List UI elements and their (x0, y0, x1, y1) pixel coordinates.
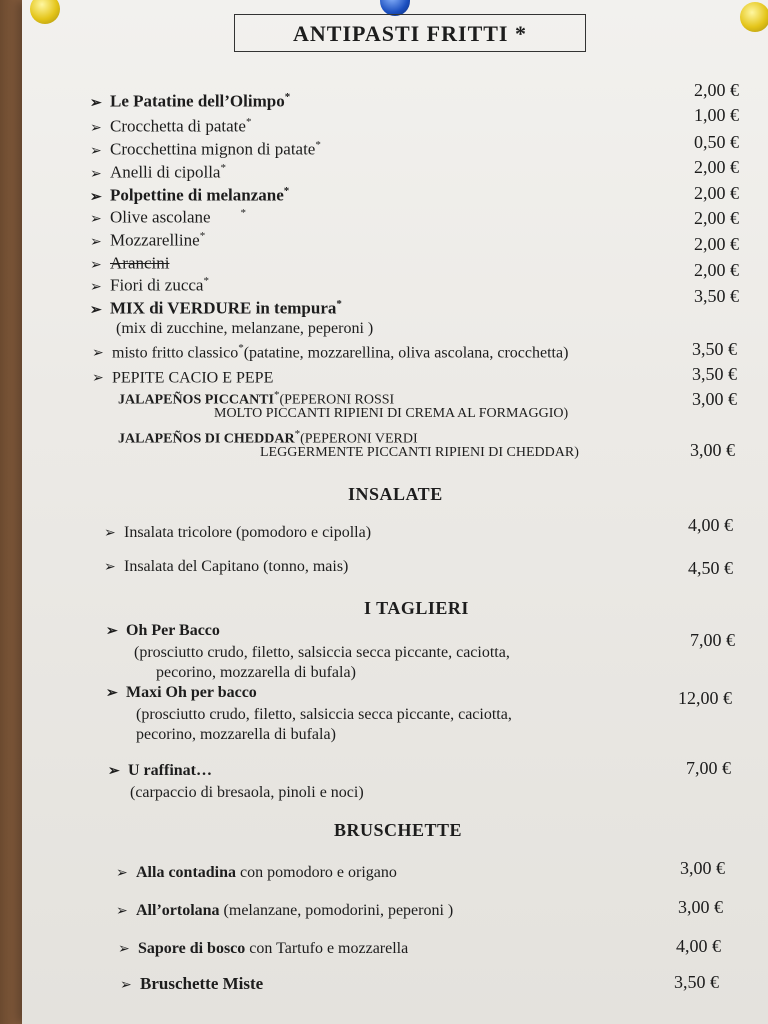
item-star: * (245, 116, 252, 128)
item-name: U raffinat… (128, 762, 212, 779)
item-name: Polpettine di melanzane (110, 185, 284, 205)
item-name: Anelli di cipolla (110, 162, 221, 182)
arrow-bullet-icon: ➢ (90, 95, 102, 111)
item-description: pecorino, mozzarella di bufala) (136, 726, 336, 743)
menu-item (92, 367, 273, 387)
item-name: PEPITE CACIO E PEPE (112, 369, 274, 387)
item-price: 7,00 € (690, 630, 735, 650)
menu-item (116, 864, 397, 882)
arrow-bullet-icon: ➢ (92, 346, 104, 362)
item-star: * (240, 207, 247, 219)
menu-item (104, 524, 371, 542)
menu-item (108, 762, 212, 780)
item-star: * (284, 91, 291, 103)
item-star: * (199, 230, 206, 242)
item-price: 2,00 € (694, 80, 739, 100)
arrow-bullet-icon: ➢ (92, 371, 104, 387)
item-name: Crocchetta di patate (110, 116, 246, 136)
arrow-bullet-icon: ➢ (90, 211, 102, 227)
item-description: (mix di zucchine, melanzane, peperoni ) (116, 320, 374, 337)
item-name: misto fritto classico (112, 344, 239, 362)
item-star: * (336, 298, 342, 310)
item-price: 2,00 € (694, 260, 739, 280)
arrow-bullet-icon: ➢ (116, 866, 128, 881)
item-price: 2,00 € (694, 234, 739, 254)
arrow-bullet-icon: ➢ (104, 560, 116, 575)
item-description: (patatine, mozzarellina, oliva ascolana, crocchetta) (243, 344, 569, 362)
item-star: * (283, 185, 290, 197)
menu-item (90, 298, 342, 319)
menu-item (90, 139, 321, 160)
item-name: JALAPEÑOS PICCANTI (118, 392, 274, 408)
item-price: 3,50 € (674, 972, 719, 992)
item-description: MOLTO PICCANTI RIPIENI DI CREMA AL FORMAGGIO) (214, 406, 569, 421)
menu-item (106, 622, 220, 640)
item-name: Fiori di zucca (110, 275, 204, 295)
section-title-bruschette: BRUSCHETTE (334, 820, 463, 840)
item-price: 2,00 € (694, 157, 739, 177)
item-price: 0,50 € (694, 132, 739, 152)
item-description: LEGGERMENTE PICCANTI RIPIENI DI CHEDDAR) (260, 445, 579, 460)
item-name: Sapore di bosco (138, 940, 246, 957)
item-price: 3,00 € (692, 389, 737, 409)
item-name: All’ortolana (136, 902, 220, 919)
item-price: 3,50 € (692, 364, 737, 384)
menu-item (120, 974, 263, 994)
menu-item (92, 342, 568, 362)
item-name: Oh Per Bacco (126, 622, 220, 639)
item-price: 12,00 € (678, 688, 732, 708)
item-price: 4,00 € (688, 515, 733, 535)
menu-item (90, 253, 169, 274)
arrow-bullet-icon: ➢ (120, 978, 132, 993)
item-name: Bruschette Miste (140, 974, 264, 993)
item-star: * (315, 139, 321, 151)
arrow-bullet-icon: ➢ (90, 120, 102, 136)
menu-item (118, 940, 408, 958)
item-name: Crocchettina mignon di patate (110, 139, 316, 159)
item-name: MIX di VERDURE in tempura (110, 298, 337, 318)
pushpin-icon (740, 2, 768, 32)
item-star: * (203, 275, 209, 287)
item-price: 4,50 € (688, 558, 733, 578)
item-description: (PEPERONI VERDI (300, 431, 418, 447)
item-name: JALAPEÑOS DI CHEDDAR (118, 431, 295, 447)
arrow-bullet-icon: ➢ (116, 904, 128, 919)
arrow-bullet-icon: ➢ (90, 189, 102, 205)
item-name: Olive ascolane (110, 207, 211, 227)
arrow-bullet-icon: ➢ (104, 526, 116, 541)
arrow-bullet-icon: ➢ (90, 143, 102, 159)
item-name: Le Patatine dell’Olimpo (110, 91, 285, 111)
item-price: 3,50 € (692, 339, 737, 359)
item-price: 3,00 € (678, 897, 723, 917)
item-description: con pomodoro e origano (240, 864, 397, 881)
arrow-bullet-icon: ➢ (90, 234, 102, 250)
item-name: Mozzarelline (110, 230, 200, 250)
arrow-bullet-icon: ➢ (90, 279, 102, 295)
menu-item (106, 684, 257, 702)
item-name: Insalata tricolore (pomodoro e cipolla) (124, 524, 372, 541)
item-price: 3,50 € (694, 286, 739, 306)
menu-item (90, 116, 251, 137)
item-description: (prosciutto crudo, filetto, salsiccia secca piccante, caciotta, (136, 706, 512, 723)
item-description: pecorino, mozzarella di bufala) (156, 664, 356, 681)
arrow-bullet-icon: ➢ (90, 166, 102, 182)
item-price: 2,00 € (694, 208, 739, 228)
menu-item (104, 558, 348, 576)
item-price: 2,00 € (694, 183, 739, 203)
section-title-insalate: INSALATE (348, 484, 443, 504)
item-description: (melanzane, pomodorini, peperoni ) (223, 902, 454, 919)
item-name: Arancini (110, 253, 170, 273)
item-name: Insalata del Capitano (tonno, mais) (124, 558, 349, 575)
item-price: 1,00 € (694, 105, 739, 125)
item-star: * (294, 428, 301, 440)
menu-item (90, 275, 209, 296)
menu-item (90, 162, 226, 183)
item-price: 3,00 € (690, 440, 735, 460)
arrow-bullet-icon: ➢ (108, 764, 120, 779)
item-price: 3,00 € (680, 858, 725, 878)
item-description: (PEPERONI ROSSI (279, 392, 395, 408)
arrow-bullet-icon: ➢ (90, 302, 102, 318)
item-description: (prosciutto crudo, filetto, salsiccia secca piccante, caciotta, (134, 644, 510, 661)
item-star: * (220, 162, 226, 174)
arrow-bullet-icon: ➢ (106, 624, 118, 639)
item-price: 7,00 € (686, 758, 731, 778)
item-name: Alla contadina (136, 864, 237, 881)
section-title-fritti: ANTIPASTI FRITTI * (234, 14, 586, 52)
item-star: * (238, 342, 244, 354)
item-name: Maxi Oh per bacco (126, 684, 257, 701)
menu-item (90, 207, 246, 228)
menu-item (116, 902, 453, 920)
menu-item (90, 91, 290, 112)
section-title-taglieri: I TAGLIERI (364, 598, 469, 618)
arrow-bullet-icon: ➢ (118, 942, 130, 957)
item-description: con Tartufo e mozzarella (249, 940, 409, 957)
arrow-bullet-icon: ➢ (106, 686, 118, 701)
item-star: * (273, 389, 280, 401)
arrow-bullet-icon: ➢ (90, 257, 102, 273)
menu-item (90, 230, 205, 251)
item-price: 4,00 € (676, 936, 721, 956)
menu-item (90, 185, 289, 206)
item-description: (carpaccio di bresaola, pinoli e noci) (130, 784, 364, 801)
